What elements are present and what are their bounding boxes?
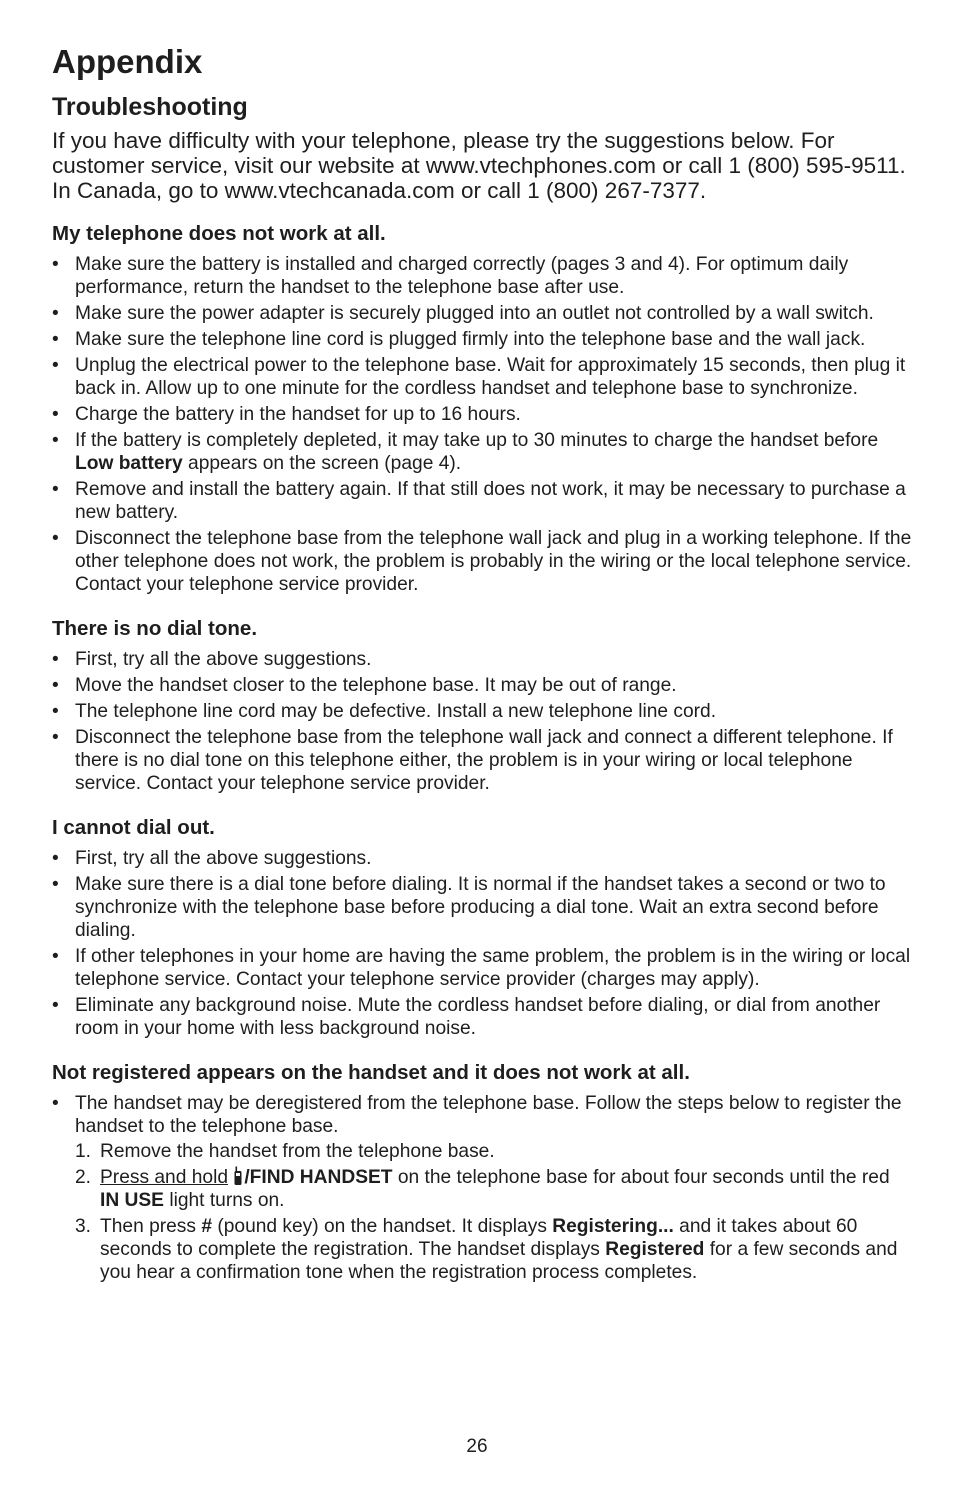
bullet-list-no-dial-tone [52,648,912,795]
page-number: 26 [466,1436,488,1457]
in-use-light-label: IN USE [100,1190,164,1211]
list-item: • Move the handset closer to the telephone base. It may be out of range. [52,675,677,696]
issue-heading-cannot-dial-out: I cannot dial out. [52,816,215,839]
intro-paragraph: If you have difficulty with your telephone, please try the suggestions below. For customer service, visit our website at www.vtechphones.com or call 1 (800) 595-9511. In Canada, go to www.vtechcanada.com or call 1 (800) 267-7377. [52,128,906,203]
page-title: Appendix [52,43,203,80]
pound-key: # [201,1216,212,1237]
bullet-list-not-registered [52,1092,912,1284]
list-item: • If the battery is completely depleted, it may take up to 30 minutes to charge the handset before Low battery appears on the screen (page 4). [52,430,879,474]
step-item: 2. Press and hold /FIND HANDSET on the telephone base for about four seconds until the red IN USE light turns on. [75,1167,890,1211]
list-item: • Remove and install the battery again. If that still does not work, it may be necessary to purchase a new battery. [52,479,906,523]
step-item: 3. Then press # (pound key) on the handset. It displays Registering... and it takes about 60 seconds to complete the registration. The handset displays Registered for a few seconds and you hear a confirmation tone when the registration process completes. [75,1216,898,1283]
registered-text: Registered [605,1239,705,1260]
list-item: • First, try all the above suggestions. [52,649,372,670]
issue-heading-not-working: My telephone does not work at all. [52,222,386,245]
issue-heading-not-registered: Not registered appears on the handset and it does not work at all. [52,1061,690,1084]
list-item: • The handset may be deregistered from the telephone base. Follow the steps below to register the handset to the telephone base. 1. Remove the handset from the telephone base. 2. Press and hold /FIND HANDSET on the telephone base for about four seconds until the red IN USE light turns on. 3. Then press # (pound key) on the handset. It displays Registering... and it takes about 60 seconds to complete the registration. The handset displays Registered for a few seconds and you hear a confirmation tone when the registration process completes. [52,1092,912,1284]
list-item: • Make sure the battery is installed and charged correctly (pages 3 and 4). For optimum daily performance, return the handset to the telephone base after use. [52,254,849,298]
step-item: 1. Remove the handset from the telephone base. [75,1141,495,1162]
list-item: • The telephone line cord may be defective. Install a new telephone line cord. [52,701,717,722]
list-item: • Disconnect the telephone base from the telephone wall jack and plug in a working telephone. If the other telephone does not work, the problem is probably in the wiring or the local telephone service. Contact your telephone service provider. [52,528,912,595]
registering-text: Registering... [552,1216,674,1237]
list-item: • Make sure the power adapter is securely plugged into an outlet not controlled by a wall switch. [52,303,874,324]
find-handset-key: /FIND HANDSET [244,1167,393,1188]
list-item: • If other telephones in your home are having the same problem, the problem is in the wiring or local telephone service. Contact your telephone service provider (charges may apply). [52,946,911,990]
list-item: • Make sure the telephone line cord is plugged firmly into the telephone base and the wall jack. [52,329,866,350]
issue-heading-no-dial-tone: There is no dial tone. [52,617,258,640]
list-item: • Make sure there is a dial tone before dialing. It is normal if the handset takes a second or two to synchronize with the telephone base before producing a dial tone. Wait an extra second before dialing. [52,874,886,941]
press-and-hold-link: Press and hold [100,1167,228,1188]
bullet-list-not-working [52,253,912,596]
low-battery-text: Low battery [75,453,183,474]
list-item: • First, try all the above suggestions. [52,848,372,869]
registration-steps [52,1140,912,1284]
list-item: • Disconnect the telephone base from the telephone wall jack and connect a different telephone. If there is no dial tone on this telephone either, the problem is in your wiring or local telephone service. Contact your telephone service provider. [52,727,893,794]
manual-page [52,42,912,1287]
list-item: • Eliminate any background noise. Mute the cordless handset before dialing, or dial from another room in your home with less background noise. [52,995,881,1039]
list-item: • Charge the battery in the handset for up to 16 hours. [52,404,521,425]
list-item: • Unplug the electrical power to the telephone base. Wait for approximately 15 seconds, then plug it back in. Allow up to one minute for the cordless handset and telephone base to synchronize. [52,355,906,399]
section-title: Troubleshooting [52,93,248,121]
bullet-list-cannot-dial-out [52,847,912,1040]
handset-icon [233,1166,243,1186]
